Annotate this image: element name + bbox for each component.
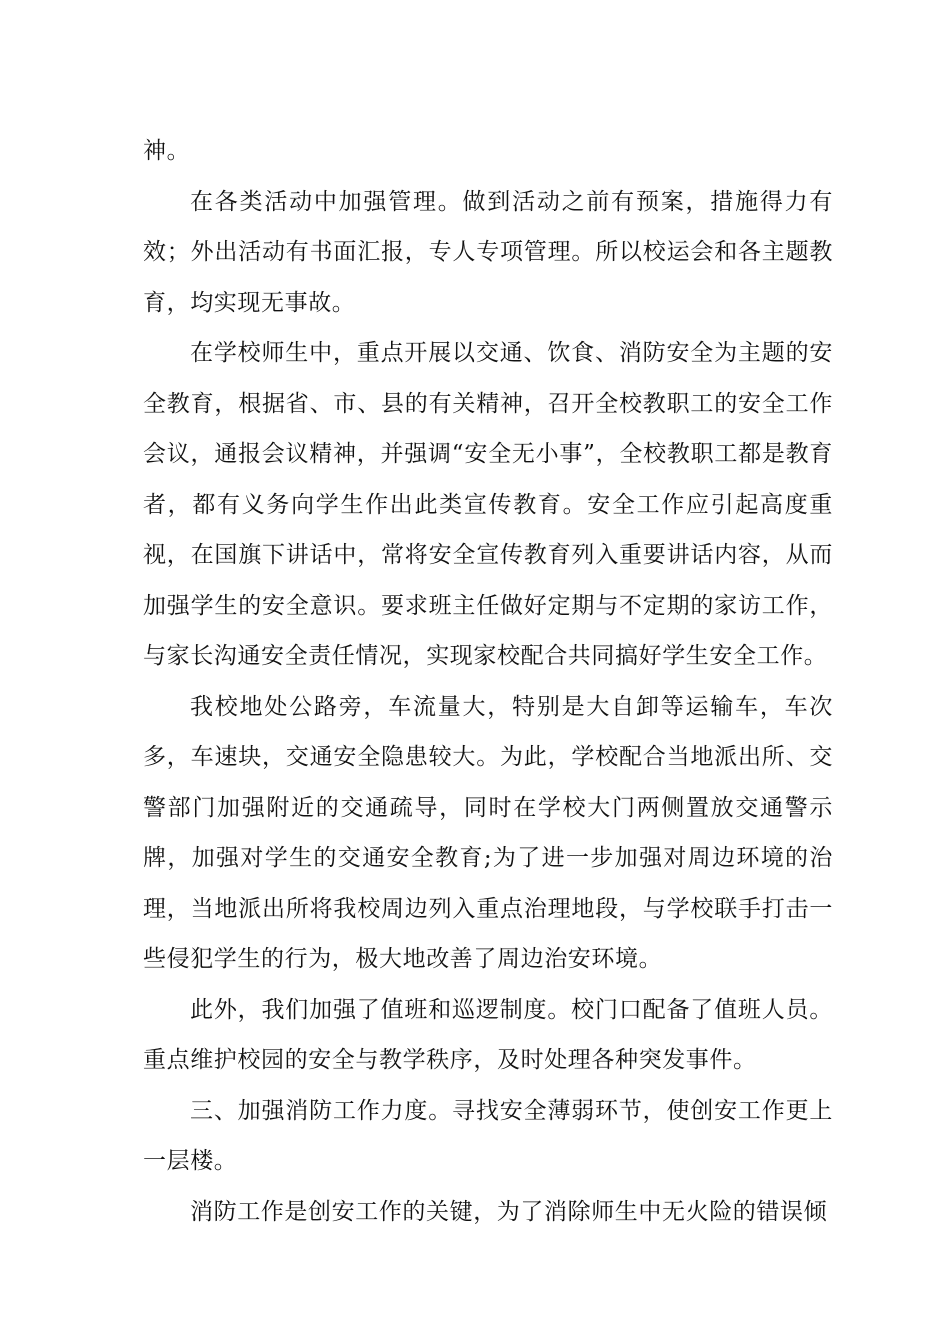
paragraph-safety-education: 在学校师生中，重点开展以交通、饮食、消防安全为主题的安全教育，根据省、市、县的有关精神，召开全校教职工的安全工作会议，通报会议精神，并强调“安全无小事”，全校教职工都是教育者，都有义务向学生作出此类宣传教育。安全工作应引起高度重视，在国旗下讲话中，常将安全宣传教育列入重要讲话内容，从而加强学生的安全意识。要求班主任做好定期与不定期的家访工作，与家长沟通安全责任情况，实现家校配合共同搞好学生安全工作。 bbox=[143, 340, 833, 669]
document-body bbox=[143, 126, 833, 1237]
paragraph-activity-management: 在各类活动中加强管理。做到活动之前有预案，措施得力有效；外出活动有书面汇报，专人专项管理。所以校运会和各主题教育，均实现无事故。 bbox=[143, 188, 833, 316]
paragraph-continuation: 神。 bbox=[143, 138, 191, 164]
paragraph-patrol-duty: 此外，我们加强了值班和巡逻制度。校门口配备了值班人员。重点维护校园的安全与教学秩序，及时处理各种突发事件。 bbox=[143, 996, 833, 1073]
paragraph-traffic-safety: 我校地处公路旁，车流量大，特别是大自卸等运输车，车次多，车速块，交通安全隐患较大。为此，学校配合当地派出所、交警部门加强附近的交通疏导，同时在学校大门两侧置放交通警示牌，加强对学生的交通安全教育;为了进一步加强对周边环境的治理，当地派出所将我校周边列入重点治理地段，与学校联手打击一些侵犯学生的行为，极大地改善了周边治安环境。 bbox=[143, 693, 833, 972]
paragraph-fire-safety-heading: 三、加强消防工作力度。寻找安全薄弱环节，使创安工作更上一层楼。 bbox=[143, 1097, 833, 1174]
paragraph-fire-safety: 消防工作是创安工作的关键，为了消除师生中无火险的错误倾 bbox=[190, 1198, 828, 1225]
